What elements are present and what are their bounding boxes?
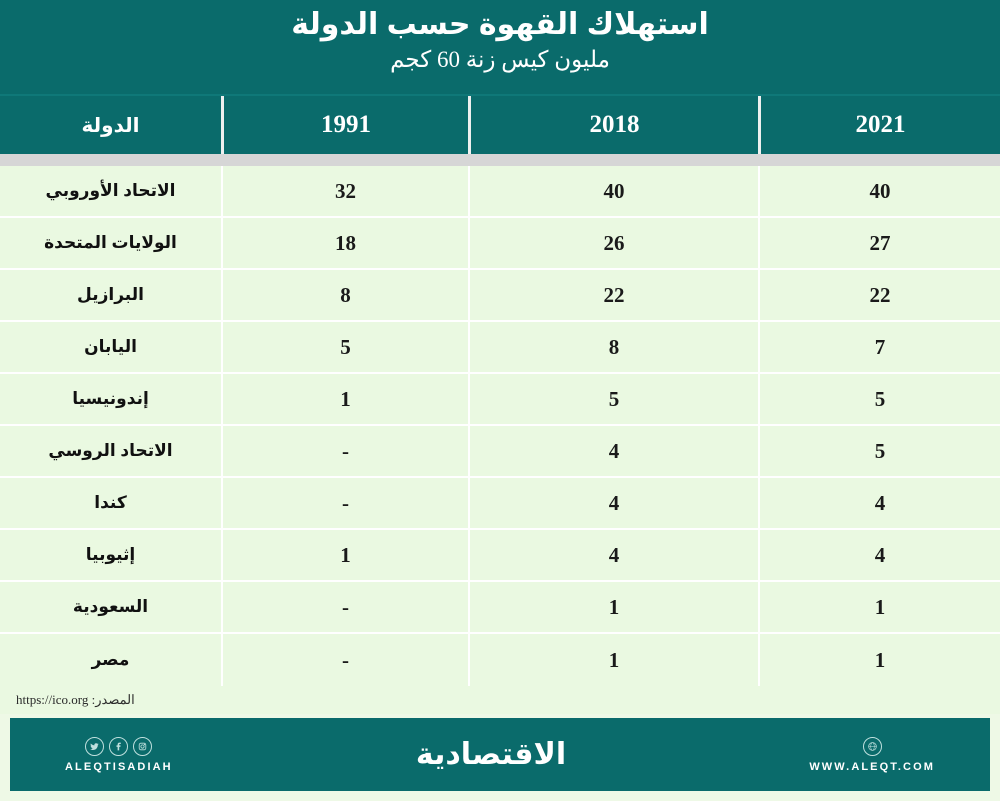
cell-country: كندا: [94, 493, 127, 512]
column-header-2018: 2018: [468, 96, 758, 154]
cell-country: الولايات المتحدة: [44, 233, 177, 252]
header-band: [0, 0, 1000, 96]
cell-2018: 4: [468, 478, 758, 528]
column-header-1991: 1991: [221, 96, 468, 154]
cell-2018: 4: [468, 530, 758, 580]
cell-2018: 8: [468, 322, 758, 372]
cell-2021: 22: [758, 270, 1000, 320]
cell-2021: 40: [758, 166, 1000, 216]
cell-country: السعودية: [72, 597, 149, 616]
cell-2021: 27: [758, 218, 1000, 268]
cell-1991: 8: [221, 270, 468, 320]
table-row: [0, 478, 1000, 530]
cell-2021: 5: [758, 374, 1000, 424]
cell-country: مصر: [91, 650, 130, 669]
page-title: استهلاك القهوة حسب الدولة: [291, 8, 709, 41]
social-icons-group: [85, 737, 152, 756]
twitter-icon[interactable]: [85, 737, 104, 756]
cell-2018: 5: [468, 374, 758, 424]
table-row: [0, 530, 1000, 582]
cell-1991: -: [221, 634, 468, 686]
cell-1991: -: [221, 582, 468, 632]
table-row: [0, 582, 1000, 634]
footer-bar: [10, 718, 990, 791]
table-body: [0, 166, 1000, 686]
table-row: [0, 374, 1000, 426]
cell-1991: 5: [221, 322, 468, 372]
cell-2018: 26: [468, 218, 758, 268]
cell-country: إثيوبيا: [85, 545, 136, 564]
cell-2018: 22: [468, 270, 758, 320]
social-label: ALEQTISADIAH: [65, 760, 173, 773]
globe-icon: [863, 737, 882, 756]
cell-2021: 1: [758, 582, 1000, 632]
cell-2021: 5: [758, 426, 1000, 476]
source-line: [0, 686, 1000, 714]
website-label: WWW.ALEQT.COM: [809, 760, 935, 773]
cell-2018: 1: [468, 582, 758, 632]
cell-1991: -: [221, 426, 468, 476]
table-header-row: [0, 96, 1000, 154]
cell-2021: 4: [758, 478, 1000, 528]
cell-2018: 1: [468, 634, 758, 686]
social-block: [65, 737, 173, 773]
cell-country: الاتحاد الأوروبي: [45, 181, 176, 200]
cell-1991: 32: [221, 166, 468, 216]
brand-logo: الاقتصادية: [415, 738, 567, 771]
cell-2021: 7: [758, 322, 1000, 372]
cell-2021: 1: [758, 634, 1000, 686]
table-row: [0, 166, 1000, 218]
website-block: [809, 737, 935, 773]
instagram-icon[interactable]: [133, 737, 152, 756]
cell-country: اليابان: [84, 337, 137, 356]
page-subtitle: مليون كيس زنة 60 كجم: [390, 46, 610, 72]
cell-2018: 4: [468, 426, 758, 476]
cell-1991: 1: [221, 374, 468, 424]
cell-1991: 1: [221, 530, 468, 580]
facebook-icon[interactable]: [109, 737, 128, 756]
cell-2018: 40: [468, 166, 758, 216]
table-row: [0, 270, 1000, 322]
cell-2021: 4: [758, 530, 1000, 580]
cell-country: إندونيسيا: [72, 389, 149, 408]
column-header-2021: 2021: [758, 96, 1000, 154]
header-body-divider: [0, 154, 1000, 166]
table-row: [0, 218, 1000, 270]
table-row: [0, 322, 1000, 374]
cell-1991: 18: [221, 218, 468, 268]
table-row: [0, 634, 1000, 686]
source-text: المصدر: https://ico.org: [16, 692, 135, 707]
cell-country: البرازيل: [77, 285, 144, 304]
cell-country: الاتحاد الروسي: [48, 441, 173, 460]
table-row: [0, 426, 1000, 478]
cell-1991: -: [221, 478, 468, 528]
column-header-country: الدولة: [0, 96, 221, 154]
